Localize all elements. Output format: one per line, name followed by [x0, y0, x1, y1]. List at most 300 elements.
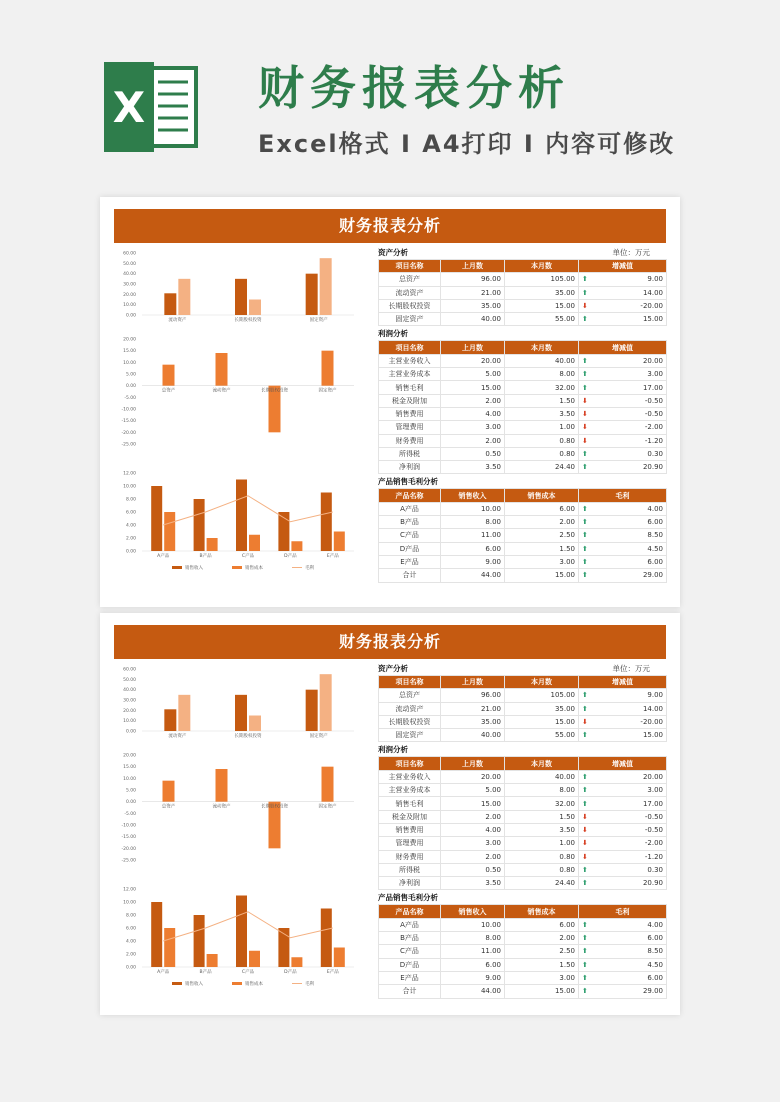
table-header-row [379, 905, 667, 918]
x-tick-label: 总资产 [161, 804, 176, 810]
x-tick-label: 长期股权投资 [261, 388, 288, 394]
table-header-row [379, 489, 667, 502]
row-diff: 29.00 [642, 571, 663, 580]
row-prev: 8.00 [441, 516, 505, 529]
row-diff-cell [579, 447, 667, 460]
arrow-up-icon: ⬆ [582, 544, 588, 553]
row-diff-cell [579, 381, 667, 394]
y-tick-label: 0.00 [125, 549, 136, 555]
table-header-row [379, 341, 667, 354]
row-diff: 6.00 [647, 974, 663, 983]
product-section-title: 产品销售毛利分析 [378, 893, 438, 903]
row-diff: 20.00 [642, 356, 663, 365]
x-tick-label: C产品 [241, 554, 255, 559]
row-diff: 9.00 [647, 691, 663, 700]
unit-label: 单位：万元 [612, 248, 650, 257]
row-name: 合计 [379, 569, 441, 582]
bar-增减值 [322, 767, 334, 802]
column-header: 产品名称 [379, 489, 441, 502]
table-row [379, 368, 667, 381]
row-cur: 24.40 [505, 877, 579, 890]
x-tick-label: B产品 [199, 970, 212, 975]
bar-销售收入 [151, 486, 162, 551]
table-row [379, 715, 667, 728]
table-row [379, 729, 667, 742]
x-tick-label: 固定资产 [309, 734, 328, 739]
page-title: 财务报表分析 [258, 61, 570, 115]
y-tick-label: 60.00 [123, 667, 136, 673]
row-diff-cell [579, 729, 667, 742]
row-name: 主营业务成本 [379, 784, 441, 797]
line-毛利 [163, 912, 333, 941]
arrow-up-icon: ⬆ [582, 879, 588, 888]
row-name: 管理费用 [379, 837, 441, 850]
row-name: E产品 [379, 971, 441, 984]
row-prev: 5.00 [441, 784, 505, 797]
row-diff: 9.00 [647, 275, 663, 284]
row-diff: 29.00 [642, 987, 663, 996]
row-name: 净利润 [379, 877, 441, 890]
arrow-up-icon: ⬆ [582, 558, 588, 567]
row-prev: 9.00 [441, 971, 505, 984]
row-prev: 35.00 [441, 715, 505, 728]
table-row [379, 381, 667, 394]
row-cur: 3.00 [505, 555, 579, 568]
x-tick-label: E产品 [326, 970, 339, 975]
y-tick-label: 40.00 [123, 272, 136, 278]
column-header: 销售成本 [505, 905, 579, 918]
row-cur: 55.00 [505, 729, 579, 742]
bar-增减值 [216, 353, 228, 386]
table-row [379, 823, 667, 836]
y-tick-label: 10.00 [123, 360, 136, 366]
row-diff-cell [579, 368, 667, 381]
table-row [379, 461, 667, 474]
row-prev: 0.50 [441, 447, 505, 460]
column-header: 项目名称 [379, 676, 441, 689]
row-name: 总资产 [379, 273, 441, 286]
arrow-up-icon: ⬆ [582, 786, 588, 795]
table-row [379, 555, 667, 568]
bar-本月数 [249, 716, 261, 732]
legend-swatch [172, 982, 182, 985]
column-header: 本月数 [505, 260, 579, 273]
row-name: 固定资产 [379, 729, 441, 742]
column-header: 销售成本 [505, 489, 579, 502]
table-row [379, 394, 667, 407]
row-diff-cell [579, 797, 667, 810]
tables-panel [378, 245, 668, 583]
asset-change-chart [121, 753, 354, 864]
bar-销售成本 [291, 957, 302, 967]
table-row [379, 797, 667, 810]
y-tick-label: 12.00 [123, 887, 136, 893]
row-name: 销售费用 [379, 407, 441, 420]
row-diff: -0.50 [644, 410, 663, 419]
y-tick-label: 15.00 [123, 349, 136, 355]
bar-本月数 [320, 258, 332, 315]
y-tick-label: 5.00 [125, 788, 136, 794]
row-cur: 24.40 [505, 461, 579, 474]
y-tick-label: 6.00 [125, 926, 136, 932]
column-header: 上月数 [441, 260, 505, 273]
row-name: 税金及附加 [379, 394, 441, 407]
row-cur: 2.50 [505, 529, 579, 542]
row-cur: 3.50 [505, 823, 579, 836]
asset-table [378, 675, 667, 742]
row-cur: 15.00 [505, 985, 579, 998]
row-prev: 3.50 [441, 877, 505, 890]
bar-销售成本 [207, 954, 218, 967]
x-tick-label: 流动资产 [212, 804, 231, 810]
row-cur: 8.00 [505, 368, 579, 381]
row-diff-cell [579, 810, 667, 823]
product-section-title: 产品销售毛利分析 [378, 477, 438, 487]
bar-销售收入 [236, 480, 247, 552]
row-diff: 3.00 [647, 786, 663, 795]
arrow-down-icon: ⬇ [582, 410, 588, 419]
row-cur: 55.00 [505, 313, 579, 326]
column-header: 项目名称 [379, 757, 441, 770]
bar-上月数 [306, 274, 318, 315]
row-prev: 6.00 [441, 542, 505, 555]
bar-上月数 [164, 709, 176, 731]
row-name: 净利润 [379, 461, 441, 474]
x-tick-label: 长期股权投资 [234, 734, 262, 739]
table-row [379, 945, 667, 958]
asset-section-title: 资产分析 [378, 248, 408, 257]
row-diff-cell [579, 407, 667, 420]
row-cur: 40.00 [505, 354, 579, 367]
bar-本月数 [178, 695, 190, 731]
arrow-down-icon: ⬇ [582, 812, 588, 821]
bar-本月数 [178, 279, 190, 315]
row-cur: 0.80 [505, 850, 579, 863]
excel-icon [100, 62, 200, 152]
column-header: 本月数 [505, 757, 579, 770]
x-tick-label: 固定资产 [309, 318, 328, 323]
row-cur: 3.00 [505, 971, 579, 984]
row-name: D产品 [379, 542, 441, 555]
arrow-up-icon: ⬆ [582, 370, 588, 379]
row-diff: 20.90 [642, 879, 663, 888]
row-diff: 15.00 [642, 731, 663, 740]
legend-label: 销售成本 [245, 566, 263, 571]
row-diff-cell [579, 286, 667, 299]
row-cur: 2.50 [505, 945, 579, 958]
row-cur: 32.00 [505, 381, 579, 394]
row-diff: -2.00 [644, 839, 663, 848]
row-prev: 8.00 [441, 932, 505, 945]
row-diff-cell [579, 958, 667, 971]
table-row [379, 447, 667, 460]
y-tick-label: 12.00 [123, 471, 136, 477]
row-diff-cell [579, 394, 667, 407]
column-header: 增减值 [579, 676, 667, 689]
bar-销售成本 [164, 512, 175, 551]
y-tick-label: 4.00 [125, 523, 136, 529]
bar-销售收入 [194, 915, 205, 967]
legend-label: 销售成本 [245, 982, 263, 987]
row-diff-cell [579, 461, 667, 474]
row-diff: 20.90 [642, 463, 663, 472]
table-header-row [379, 757, 667, 770]
row-name: 税金及附加 [379, 810, 441, 823]
row-diff: -1.20 [644, 436, 663, 445]
arrow-up-icon: ⬆ [582, 960, 588, 969]
row-prev: 21.00 [441, 286, 505, 299]
row-diff-cell [579, 784, 667, 797]
row-name: 所得税 [379, 863, 441, 876]
table-header-row [379, 676, 667, 689]
page-subtitle: Excel格式 I A4打印 I 内容可修改 [258, 130, 676, 158]
table-row [379, 702, 667, 715]
asset-table [378, 259, 667, 326]
row-diff: -0.50 [644, 396, 663, 405]
y-tick-label: -5.00 [124, 395, 136, 401]
x-tick-label: 长期股权投资 [261, 804, 288, 810]
row-cur: 105.00 [505, 273, 579, 286]
bar-增减值 [216, 769, 228, 802]
x-tick-label: 固定资产 [318, 804, 337, 810]
row-prev: 11.00 [441, 529, 505, 542]
table-row [379, 784, 667, 797]
row-prev: 44.00 [441, 569, 505, 582]
table-row [379, 863, 667, 876]
arrow-down-icon: ⬇ [582, 839, 588, 848]
arrow-down-icon: ⬇ [582, 826, 588, 835]
asset-section-header [378, 246, 668, 259]
row-cur: 1.50 [505, 958, 579, 971]
row-name: C产品 [379, 529, 441, 542]
row-cur: 1.50 [505, 394, 579, 407]
y-tick-label: 2.00 [125, 952, 136, 958]
y-tick-label: -15.00 [121, 835, 136, 841]
row-prev: 3.50 [441, 461, 505, 474]
row-prev: 96.00 [441, 273, 505, 286]
arrow-up-icon: ⬆ [582, 450, 588, 458]
report-sheet-2 [100, 613, 680, 1015]
y-tick-label: 2.00 [125, 536, 136, 542]
column-header: 增减值 [579, 757, 667, 770]
row-diff: -0.50 [644, 812, 663, 821]
arrow-down-icon: ⬇ [582, 718, 588, 727]
bar-增减值 [163, 781, 175, 802]
charts-panel [114, 661, 364, 1011]
x-tick-label: 总资产 [161, 388, 176, 394]
row-name: 主营业务收入 [379, 354, 441, 367]
table-row [379, 918, 667, 931]
row-cur: 1.00 [505, 837, 579, 850]
table-row [379, 516, 667, 529]
bar-销售收入 [151, 902, 162, 967]
table-row [379, 542, 667, 555]
row-cur: 1.50 [505, 542, 579, 555]
table-row [379, 313, 667, 326]
legend-label: 销售收入 [185, 982, 203, 987]
bar-销售成本 [291, 541, 302, 551]
column-header: 产品名称 [379, 905, 441, 918]
row-diff: -2.00 [644, 423, 663, 432]
arrow-up-icon: ⬆ [582, 772, 588, 781]
arrow-up-icon: ⬆ [582, 356, 588, 365]
bar-销售收入 [236, 896, 247, 968]
row-name: B产品 [379, 932, 441, 945]
row-cur: 0.80 [505, 434, 579, 447]
profit-section-header [378, 327, 668, 340]
row-prev: 15.00 [441, 797, 505, 810]
arrow-up-icon: ⬆ [582, 463, 588, 472]
row-cur: 3.50 [505, 407, 579, 420]
row-name: 长期股权投资 [379, 715, 441, 728]
arrow-up-icon: ⬆ [582, 947, 588, 956]
row-name: 流动资产 [379, 286, 441, 299]
bar-销售成本 [164, 928, 175, 967]
row-name: A产品 [379, 502, 441, 515]
row-diff-cell [579, 569, 667, 582]
bar-上月数 [235, 695, 247, 731]
bar-销售收入 [321, 909, 332, 968]
row-diff: 8.50 [647, 947, 663, 956]
row-diff: 15.00 [642, 315, 663, 324]
table-row [379, 877, 667, 890]
profit-table [378, 340, 667, 474]
arrow-up-icon: ⬆ [582, 987, 588, 996]
y-tick-label: -20.00 [121, 846, 136, 852]
table-row [379, 502, 667, 515]
row-diff-cell [579, 971, 667, 984]
bar-上月数 [235, 279, 247, 315]
arrow-down-icon: ⬇ [582, 436, 588, 445]
unit-label: 单位：万元 [612, 664, 650, 673]
y-tick-label: 50.00 [123, 261, 136, 267]
row-diff-cell [579, 823, 667, 836]
row-prev: 3.00 [441, 837, 505, 850]
row-prev: 2.00 [441, 434, 505, 447]
table-row [379, 273, 667, 286]
row-cur: 35.00 [505, 286, 579, 299]
x-tick-label: D产品 [284, 970, 297, 975]
y-tick-label: 10.00 [123, 776, 136, 782]
y-tick-label: 10.00 [123, 719, 136, 725]
row-cur: 0.80 [505, 863, 579, 876]
legend-label: 销售收入 [185, 566, 203, 571]
row-cur: 8.00 [505, 784, 579, 797]
row-diff-cell [579, 689, 667, 702]
row-name: 所得税 [379, 447, 441, 460]
x-tick-label: 长期股权投资 [234, 318, 262, 323]
row-name: 流动资产 [379, 702, 441, 715]
column-header: 毛利 [579, 905, 667, 918]
charts-panel [114, 245, 364, 595]
table-row [379, 770, 667, 783]
y-tick-label: 10.00 [123, 303, 136, 309]
row-diff: -1.20 [644, 852, 663, 861]
arrow-up-icon: ⬆ [582, 315, 588, 324]
y-tick-label: 20.00 [123, 708, 136, 714]
row-cur: 35.00 [505, 702, 579, 715]
table-row [379, 354, 667, 367]
row-name: D产品 [379, 958, 441, 971]
report-banner: 财务报表分析 [114, 209, 666, 243]
row-prev: 5.00 [441, 368, 505, 381]
row-name: 合计 [379, 985, 441, 998]
table-row [379, 985, 667, 998]
arrow-down-icon: ⬇ [582, 396, 588, 405]
row-prev: 4.00 [441, 407, 505, 420]
y-tick-label: 20.00 [123, 337, 136, 343]
bar-上月数 [164, 293, 176, 315]
row-cur: 2.00 [505, 516, 579, 529]
row-diff: 0.30 [647, 450, 663, 458]
table-row [379, 529, 667, 542]
row-diff: -0.50 [644, 826, 663, 835]
y-tick-label: 8.00 [125, 913, 136, 919]
arrow-up-icon: ⬆ [582, 518, 588, 527]
row-cur: 0.80 [505, 447, 579, 460]
row-prev: 9.00 [441, 555, 505, 568]
product-section-header [378, 475, 668, 488]
row-diff: 3.00 [647, 370, 663, 379]
row-cur: 1.50 [505, 810, 579, 823]
column-header: 项目名称 [379, 260, 441, 273]
bar-增减值 [322, 351, 334, 386]
row-diff-cell [579, 502, 667, 515]
table-row [379, 837, 667, 850]
row-prev: 44.00 [441, 985, 505, 998]
y-tick-label: -5.00 [124, 811, 136, 817]
legend-swatch [232, 982, 242, 985]
row-prev: 10.00 [441, 918, 505, 931]
column-header: 上月数 [441, 341, 505, 354]
arrow-up-icon: ⬆ [582, 504, 588, 513]
asset-section-header [378, 662, 668, 675]
column-header: 本月数 [505, 341, 579, 354]
bar-上月数 [306, 690, 318, 731]
x-tick-label: E产品 [326, 554, 339, 559]
arrow-up-icon: ⬆ [582, 275, 588, 284]
y-tick-label: -10.00 [121, 823, 136, 829]
row-prev: 21.00 [441, 702, 505, 715]
y-tick-label: 4.00 [125, 939, 136, 945]
bar-销售收入 [321, 493, 332, 552]
row-prev: 96.00 [441, 689, 505, 702]
report-sheet-1 [100, 197, 680, 607]
row-diff: 14.00 [642, 704, 663, 713]
arrow-up-icon: ⬆ [582, 920, 588, 929]
y-tick-label: 20.00 [123, 292, 136, 298]
row-cur: 1.00 [505, 421, 579, 434]
x-tick-label: C产品 [241, 970, 255, 975]
row-diff-cell [579, 702, 667, 715]
y-tick-label: 8.00 [125, 497, 136, 503]
column-header: 增减值 [579, 260, 667, 273]
row-cur: 15.00 [505, 299, 579, 312]
row-prev: 11.00 [441, 945, 505, 958]
column-header: 增减值 [579, 341, 667, 354]
row-diff: 17.00 [642, 383, 663, 392]
row-diff-cell [579, 313, 667, 326]
legend-swatch [172, 566, 182, 569]
y-tick-label: 0.00 [125, 384, 136, 390]
product-section-header [378, 891, 668, 904]
legend-label: 毛利 [305, 566, 314, 571]
legend-swatch [232, 566, 242, 569]
arrow-up-icon: ⬆ [582, 531, 588, 540]
y-tick-label: 20.00 [123, 753, 136, 759]
asset-section-title: 资产分析 [378, 664, 408, 673]
arrow-up-icon: ⬆ [582, 691, 588, 700]
